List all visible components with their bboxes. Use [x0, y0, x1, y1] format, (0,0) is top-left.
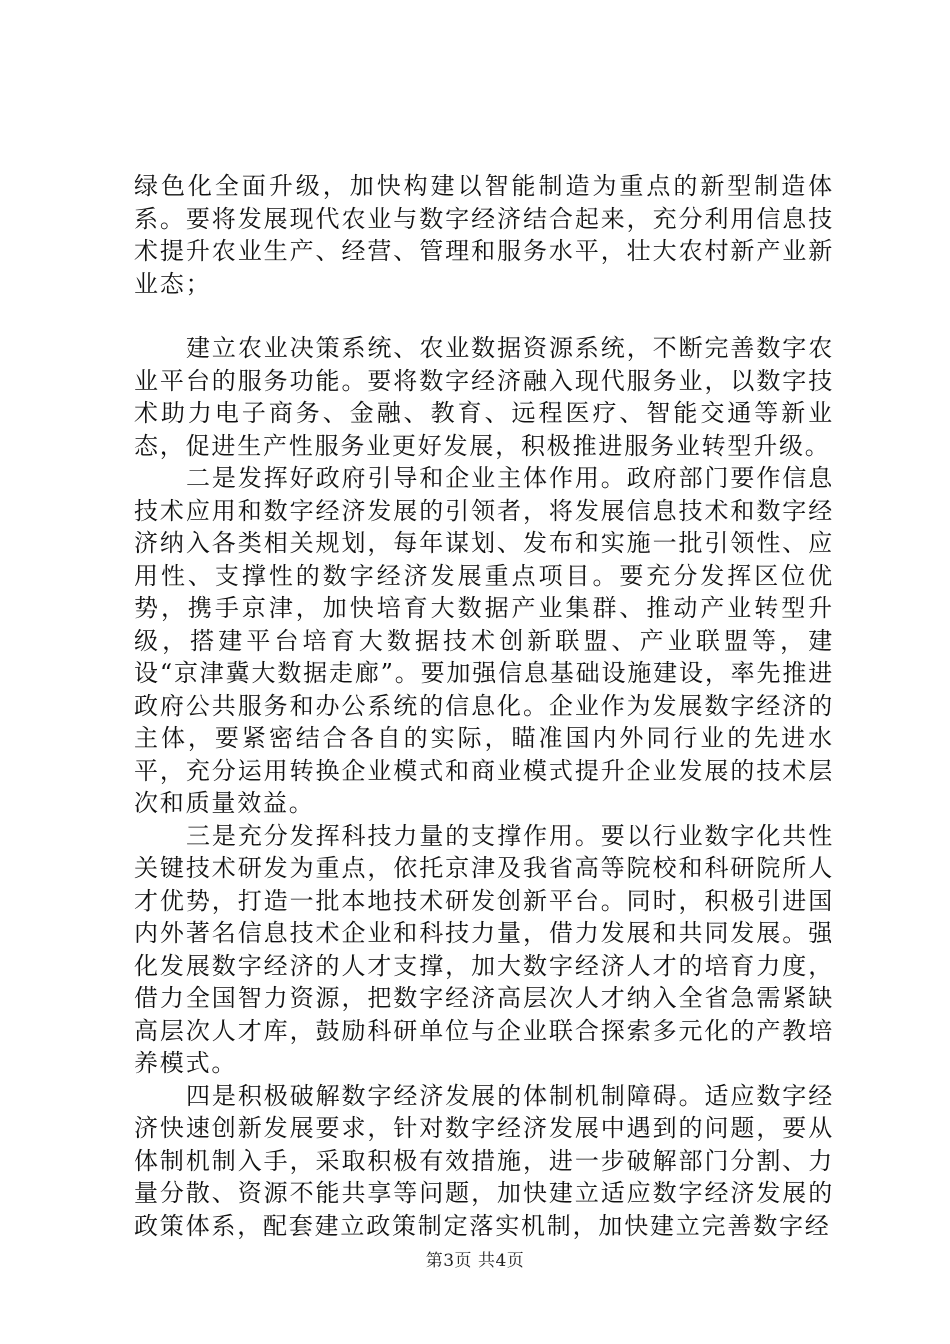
paragraph-agriculture-platform: 建立农业决策系统、农业数据资源系统，不断完善数字农业平台的服务功能。要将数字经济融入现代服务业，以数字技术助力电子商务、金融、教育、远程医疗、智能交通等新业态，促进生产性服务业更好发展，积极推进服务业转型升级。 [134, 334, 834, 460]
paragraph-institutional-barriers: 四是积极破解数字经济发展的体制机制障碍。适应数字经济快速创新发展要求，针对数字经济发展中遇到的问题，要从体制机制入手，采取积极有效措施，进一步破解部门分割、力量分散、资源不能共享等问题，加快建立适应数字经济发展的政策体系，配套建立政策制定落实机制，加快建立完善数字经 [134, 1081, 834, 1240]
paragraph-government-guidance: 二是发挥好政府引导和企业主体作用。政府部门要作信息技术应用和数字经济发展的引领者，将发展信息技术和数字经济纳入各类相关规划，每年谋划、发布和实施一批引领性、应用性、支撑性的数字经济发展重点项目。要充分发挥区位优势，携手京津，加快培育大数据产业集群、推动产业转型升级，搭建平台培育大数据技术创新联盟、产业联盟等，建设“京津冀大数据走廊”。要加强信息基础设施建设，率先推进政府公共服务和办公系统的信息化。企业作为发展数字经济的主体，要紧密结合各自的实际，瞄准国内外同行业的先进水平，充分运用转换企业模式和商业模式提升企业发展的技术层次和质量效益。 [134, 464, 834, 817]
paragraph-continued: 绿色化全面升级，加快构建以智能制造为重点的新型制造体系。要将发展现代农业与数字经济结合起来，充分利用信息技术提升农业生产、经营、管理和服务水平，壮大农村新产业新业态； [134, 172, 834, 298]
paragraph-technology-support: 三是充分发挥科技力量的支撑作用。要以行业数字化共性关键技术研发为重点，依托京津及我省高等院校和科研院所人才优势，打造一批本地技术研发创新平台。同时，积极引进国内外著名信息技术企业和科技力量，借力发展和共同发展。强化发展数字经济的人才支撑，加大数字经济人才的培育力度，借力全国智力资源，把数字经济高层次人才纳入全省急需紧缺高层次人才库，鼓励科研单位与企业联合探索多元化的产教培养模式。 [134, 821, 834, 1077]
page-footer: 第3页 共4页 [425, 1251, 525, 1271]
document-body [134, 170, 834, 1242]
